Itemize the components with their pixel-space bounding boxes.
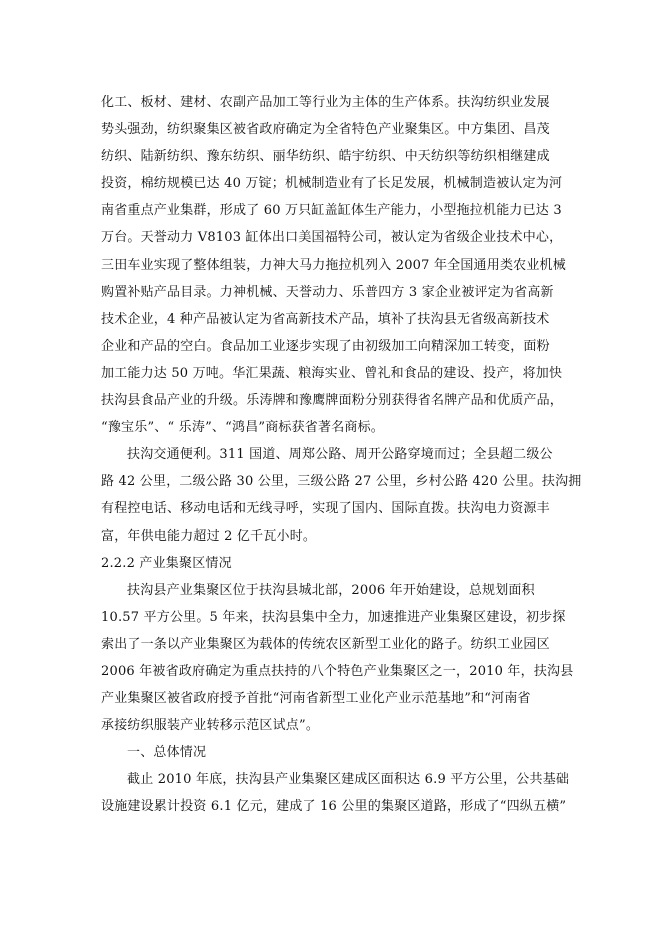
text-line: 企业和产品的空白。食品加工业逐步实现了由初级加工向精深加工转变，面粉: [101, 338, 550, 354]
paragraph-first-line: 扶沟交通便利。311 国道、周郑公路、周开公路穿境而过；全县超二级公: [127, 447, 553, 463]
text-line: 纺织、陆新纺织、豫东纺织、丽华纺织、皓宇纺织、中天纺织等纺织相继建成: [101, 149, 550, 165]
paragraph-first-line: 截止 2010 年底，扶沟县产业集聚区建成区面积达 6.9 平方公里，公共基础: [127, 772, 570, 788]
text-line: 购置补贴产品目录。力神机械、天誉动力、乐普四方 3 家企业被评定为省高新: [101, 284, 554, 300]
paragraph-first-line: 扶沟县产业集聚区位于扶沟县城北部，2006 年开始建设，总规划面积: [127, 582, 535, 598]
text-line: 势头强劲，纺织聚集区被省政府确定为全省特色产业聚集区。中方集团、昌茂: [101, 122, 550, 138]
text-line: 10.57 平方公里。5 年来，扶沟县集中全力，加速推进产业集聚区建设，初步探: [101, 609, 566, 625]
text-line: 扶沟县食品产业的升级。乐涛牌和豫鹰牌面粉分别获得省名牌产品和优质产品，: [101, 393, 564, 409]
text-line: 加工能力达 50 万吨。华汇果蔬、粮海实业、曾礼和食品的建设、投产，将加快: [101, 365, 563, 381]
text-line: 索出了一条以产业集聚区为载体的传统农区新型工业化的路子。纺织工业园区: [101, 636, 550, 652]
text-line: 南省重点产业集群，形成了 60 万只缸盖缸体生产能力，小型拖拉机能力已达 3: [101, 203, 562, 219]
text-line: “豫宝乐”、“ 乐涛”、“鸿昌”商标获省著名商标。: [101, 420, 385, 436]
text-line: 三田车业实现了整体组装，力神大马力拖拉机列入 2007 年全国通用类农业机械: [101, 257, 566, 273]
text-line: 投资，棉纺规模已达 40 万锭；机械制造业有了长足发展，机械制造被认定为河: [101, 176, 563, 192]
document-body: [101, 89, 582, 821]
text-line: 2006 年被省政府确定为重点扶持的八个特色产业集聚区之一，2010 年，扶沟县: [101, 663, 574, 679]
text-line: 有程控电话、移动电话和无线寻呼，实现了国内、国际直拨。扶沟电力资源丰: [101, 501, 550, 517]
text-line: 产业集聚区被省政府授予首批“河南省新型工业化产业示范基地”和“河南省: [101, 691, 531, 707]
text-line: 化工、板材、建材、农副产品加工等行业为主体的生产体系。扶沟纺织业发展: [101, 95, 550, 110]
section-heading: 2.2.2 产业集聚区情况: [101, 555, 232, 571]
text-line: 设施建设累计投资 6.1 亿元，建成了 16 公里的集聚区道路，形成了“四纵五横”: [101, 799, 567, 815]
subsection-heading: 一、总体情况: [127, 745, 207, 761]
text-line: 富，年供电能力超过 2 亿千瓦小时。: [101, 528, 317, 544]
text-line: 技术企业，4 种产品被认定为省高新技术产品，填补了扶沟县无省级高新技术: [101, 311, 550, 327]
text-line: 路 42 公里，二级公路 30 公里，三级公路 27 公里，乡村公路 420 公里。扶沟拥: [101, 474, 582, 490]
text-line: 承接纺织服装产业转移示范区试点”。: [101, 718, 320, 734]
text-line: 万台。天誉动力 V8103 缸体出口美国福特公司，被认定为省级企业技术中心，: [101, 230, 563, 246]
